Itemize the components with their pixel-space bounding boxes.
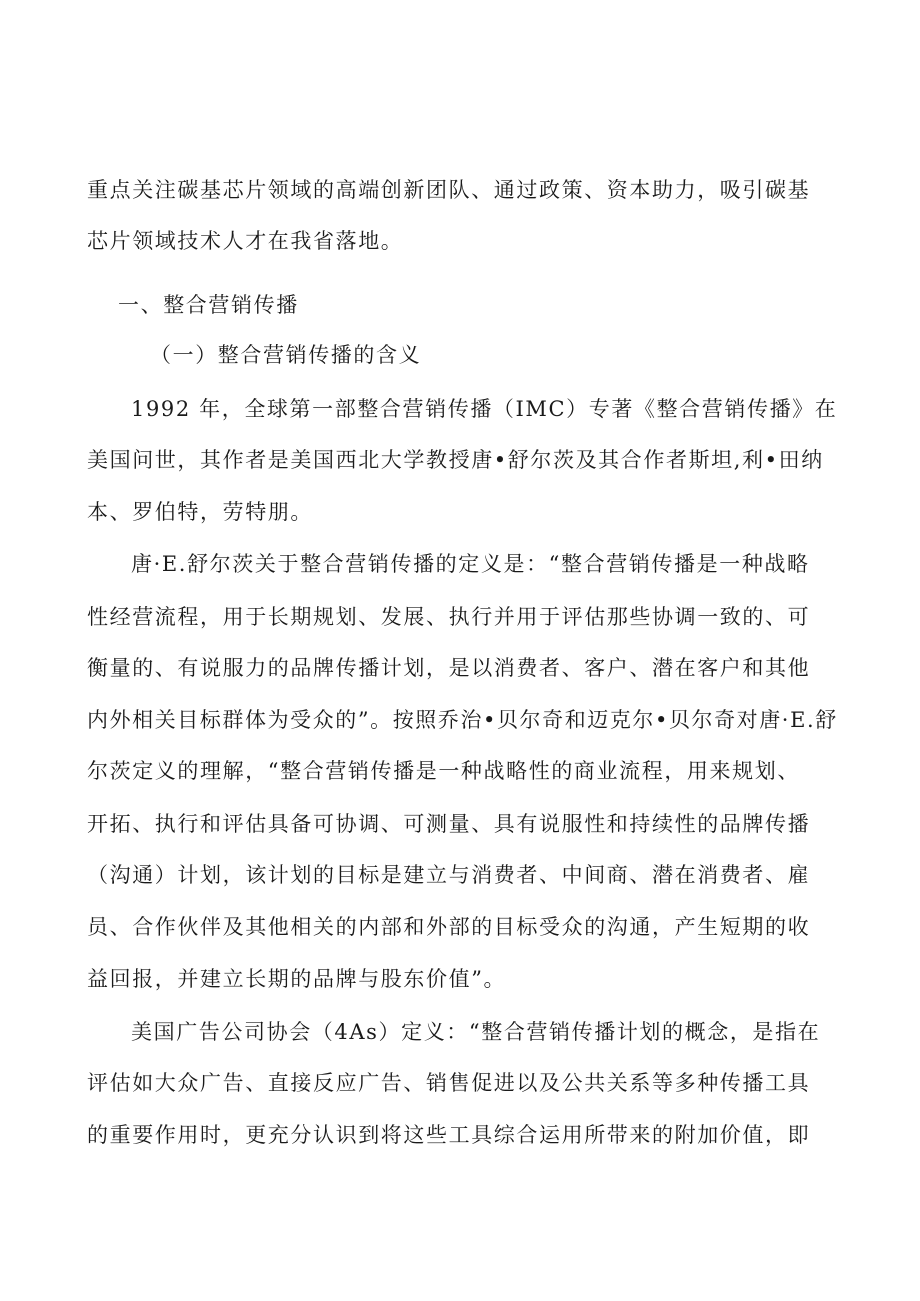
section-heading: 一、整合营销传播 <box>118 293 299 317</box>
paragraph-line: 益回报，并建立长期的品牌与股东价值”。 <box>87 967 507 991</box>
paragraph-line: 美国问世，其作者是美国西北大学教授唐•舒尔茨及其合作者斯坦,利•田纳 <box>87 448 824 472</box>
paragraph-line: 1992 年，全球第一部整合营销传播（IMC）专著《整合营销传播》在 <box>131 397 838 421</box>
paragraph-line: 开拓、执行和评估具备可协调、可测量、具有说服性和持续性的品牌传播 <box>87 812 811 836</box>
paragraph-line: 内外相关目标群体为受众的”。按照乔治•贝尔奇和迈克尔•贝尔奇对唐·E.舒 <box>87 708 838 732</box>
paragraph-line: 本、罗伯特，劳特朋。 <box>87 500 313 524</box>
paragraph-line: 唐·E.舒尔茨关于整合营销传播的定义是：“整合营销传播是一种战略 <box>131 552 810 576</box>
paragraph-line: 尔茨定义的理解，“整合营销传播是一种战略性的商业流程，用来规划、 <box>87 759 800 783</box>
paragraph-line: 芯片领域技术人才在我省落地。 <box>87 229 404 253</box>
paragraph-line: 评估如大众广告、直接反应广告、销售促进以及公共关系等多种传播工具 <box>87 1071 811 1095</box>
paragraph-line: 的重要作用时，更充分认识到将这些工具综合运用所带来的附加价值，即 <box>87 1123 811 1147</box>
paragraph-line: 员、合作伙伴及其他相关的内部和外部的目标受众的沟通，产生短期的收 <box>87 915 811 939</box>
subsection-heading: （一）整合营销传播的含义 <box>150 343 422 367</box>
paragraph-line: 重点关注碳基芯片领域的高端创新团队、通过政策、资本助力，吸引碳基 <box>87 178 811 202</box>
paragraph-line: 衡量的、有说服力的品牌传播计划，是以消费者、客户、潜在客户和其他 <box>87 656 811 680</box>
paragraph-line: 性经营流程，用于长期规划、发展、执行并用于评估那些协调一致的、可 <box>87 605 811 629</box>
paragraph-line: 美国广告公司协会（4As）定义：“整合营销传播计划的概念，是指在 <box>131 1020 821 1044</box>
paragraph-line: （沟通）计划，该计划的目标是建立与消费者、中间商、潜在消费者、雇 <box>87 863 811 887</box>
